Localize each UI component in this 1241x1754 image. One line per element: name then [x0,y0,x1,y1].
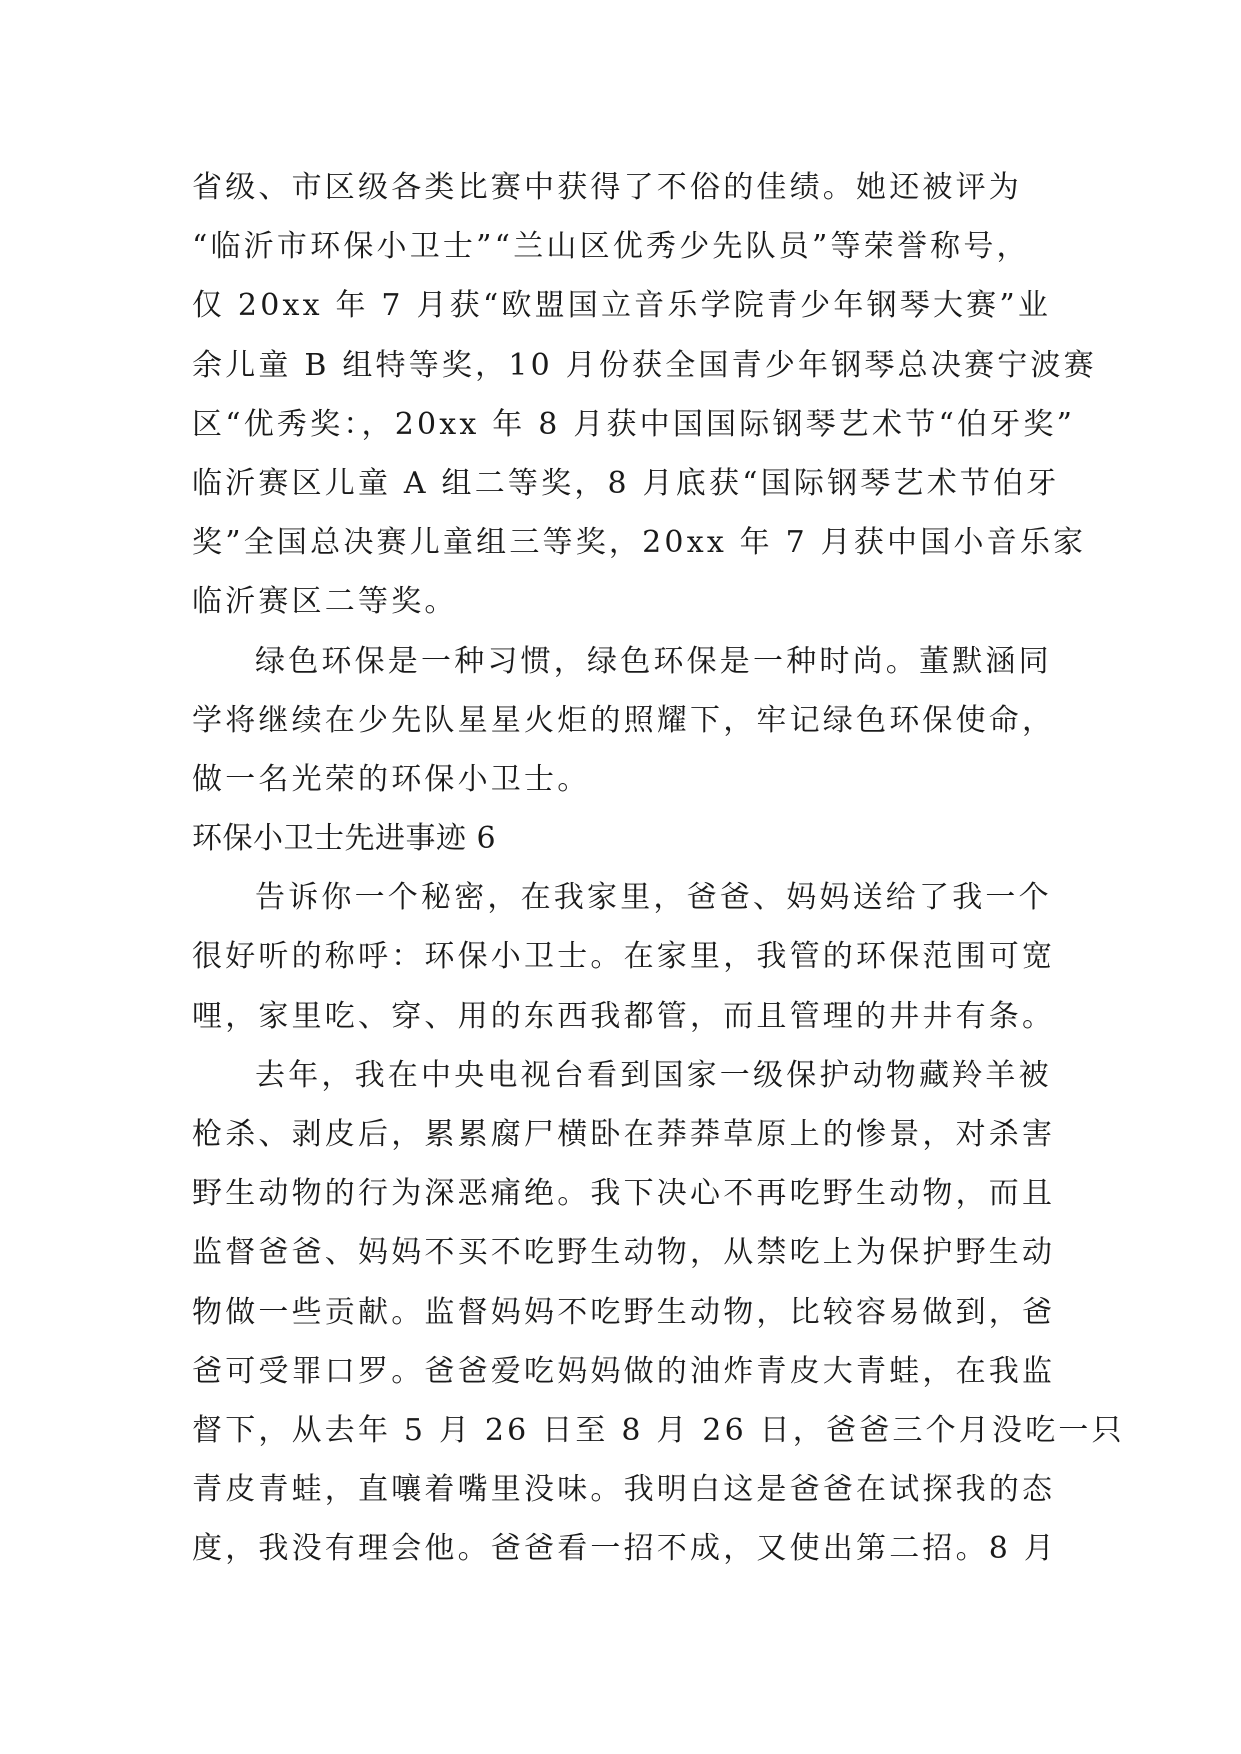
paragraph-continued [192,158,1097,632]
text-line: 物做一些贡献。监督妈妈不吃野生动物，比较容易做到，爸 [192,1294,1056,1330]
text-line: 很好听的称呼：环保小卫士。在家里，我管的环保范围可宽 [192,939,1056,975]
text-line: 枪杀、剥皮后，累累腐尸横卧在莽莽草原上的惨景，对杀害 [192,1117,1056,1152]
text-line: 青皮青蛙，直嚷着嘴里没味。我明白这是爸爸在试探我的态 [192,1472,1056,1508]
text-line: 督下，从去年 5 月 26 日至 8 月 26 日，爸爸三个月没吃一只 [192,1412,1125,1448]
paragraph-closing [192,632,1072,810]
text-line: 临沂赛区儿童 A 组二等奖，8 月底获“国际钢琴艺术节伯牙 [192,465,1060,501]
text-line: 去年，我在中央电视台看到国家一级保护动物藏羚羊被 [255,1057,1052,1093]
text-line: “临沂市环保小卫士”“兰山区优秀少先队员”等荣誉称号， [192,229,1030,265]
text-line: 哩，家里吃、穿、用的东西我都管，而且管理的井井有条。 [192,998,1056,1034]
text-line: 余儿童 B 组特等奖，10 月份获全国青少年钢琴总决赛宁波赛 [192,347,1097,383]
section-heading: 环保小卫士先进事迹 6 [192,821,497,857]
paragraph-last-year [192,1046,1125,1579]
text-line: 绿色环保是一种习惯，绿色环保是一种时尚。董默涵同 [255,643,1052,679]
text-line: 仅 20xx 年 7 月获“欧盟国立音乐学院青少年钢琴大赛”业 [192,288,1052,324]
text-line: 告诉你一个秘密，在我家里，爸爸、妈妈送给了我一个 [255,880,1052,916]
text-line: 省级、市区级各类比赛中获得了不俗的佳绩。她还被评为 [192,170,1022,205]
text-line: 奖”全国总决赛儿童组三等奖，20xx 年 7 月获中国小音乐家 [192,525,1087,561]
text-line: 学将继续在少先队星星火炬的照耀下，牢记绿色环保使命， [192,702,1056,738]
text-line: 野生动物的行为深恶痛绝。我下决心不再吃野生动物，而且 [192,1176,1056,1212]
text-line: 爸可受罪口罗。爸爸爱吃妈妈做的油炸青皮大青蛙，在我监 [192,1353,1056,1389]
text-line: 监督爸爸、妈妈不买不吃野生动物，从禁吃上为保护野生动 [192,1235,1056,1271]
text-line: 区“优秀奖：，20xx 年 8 月获中国国际钢琴艺术节“伯牙奖” [192,406,1076,442]
text-line: 度，我没有理会他。爸爸看一招不成，又使出第二招。8 月 [192,1531,1058,1567]
document-page [192,158,1125,1579]
text-line: 做一名光荣的环保小卫士。 [192,761,591,797]
paragraph-secret [192,868,1072,1046]
text-line: 临沂赛区二等奖。 [192,584,458,620]
